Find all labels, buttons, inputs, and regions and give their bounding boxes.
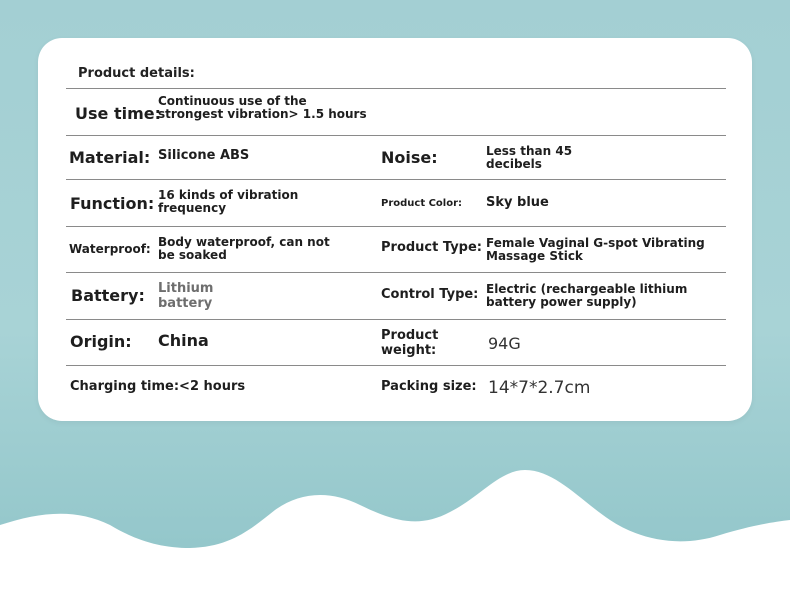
noise-value: Less than 45 decibels xyxy=(486,144,573,172)
use-time-label: Use time: xyxy=(75,104,161,123)
product-color-value: Sky blue xyxy=(486,195,549,210)
divider xyxy=(66,319,726,320)
packing-size-label: Packing size: xyxy=(381,379,477,394)
page-title: Product details: xyxy=(78,66,195,81)
function-label: Function: xyxy=(70,194,155,213)
product-type-label: Product Type: xyxy=(381,240,482,255)
material-label: Material: xyxy=(69,148,151,167)
function-value: 16 kinds of vibration frequency xyxy=(158,188,299,216)
divider xyxy=(66,179,726,180)
waterproof-label: Waterproof: xyxy=(69,242,151,256)
divider xyxy=(66,226,726,227)
control-type-value: Electric (rechargeable lithium battery power supply) xyxy=(486,282,688,310)
charging-time-label: Charging time:<2 hours xyxy=(70,379,246,394)
packing-size-value: 14*7*2.7cm xyxy=(488,378,591,398)
product-weight-label: Product weight: xyxy=(381,328,439,358)
product-weight-value: 94G xyxy=(488,334,521,353)
divider xyxy=(66,135,726,136)
product-type-value: Female Vaginal G-spot Vibrating Massage Stick xyxy=(486,236,705,264)
battery-value: Lithium battery xyxy=(158,281,214,311)
material-value: Silicone ABS xyxy=(158,148,250,163)
product-color-label: Product Color: xyxy=(381,198,463,209)
battery-label: Battery: xyxy=(71,286,145,305)
divider xyxy=(66,88,726,89)
product-details-card xyxy=(38,38,752,421)
noise-label: Noise: xyxy=(381,148,438,167)
divider xyxy=(66,272,726,273)
waterproof-value: Body waterproof, can not be soaked xyxy=(158,235,330,263)
control-type-label: Control Type: xyxy=(381,287,479,302)
divider xyxy=(66,365,726,366)
use-time-value: Continuous use of the strongest vibration> 1.5 hours xyxy=(158,94,367,122)
origin-label: Origin: xyxy=(70,332,132,351)
origin-value: China xyxy=(158,331,209,350)
